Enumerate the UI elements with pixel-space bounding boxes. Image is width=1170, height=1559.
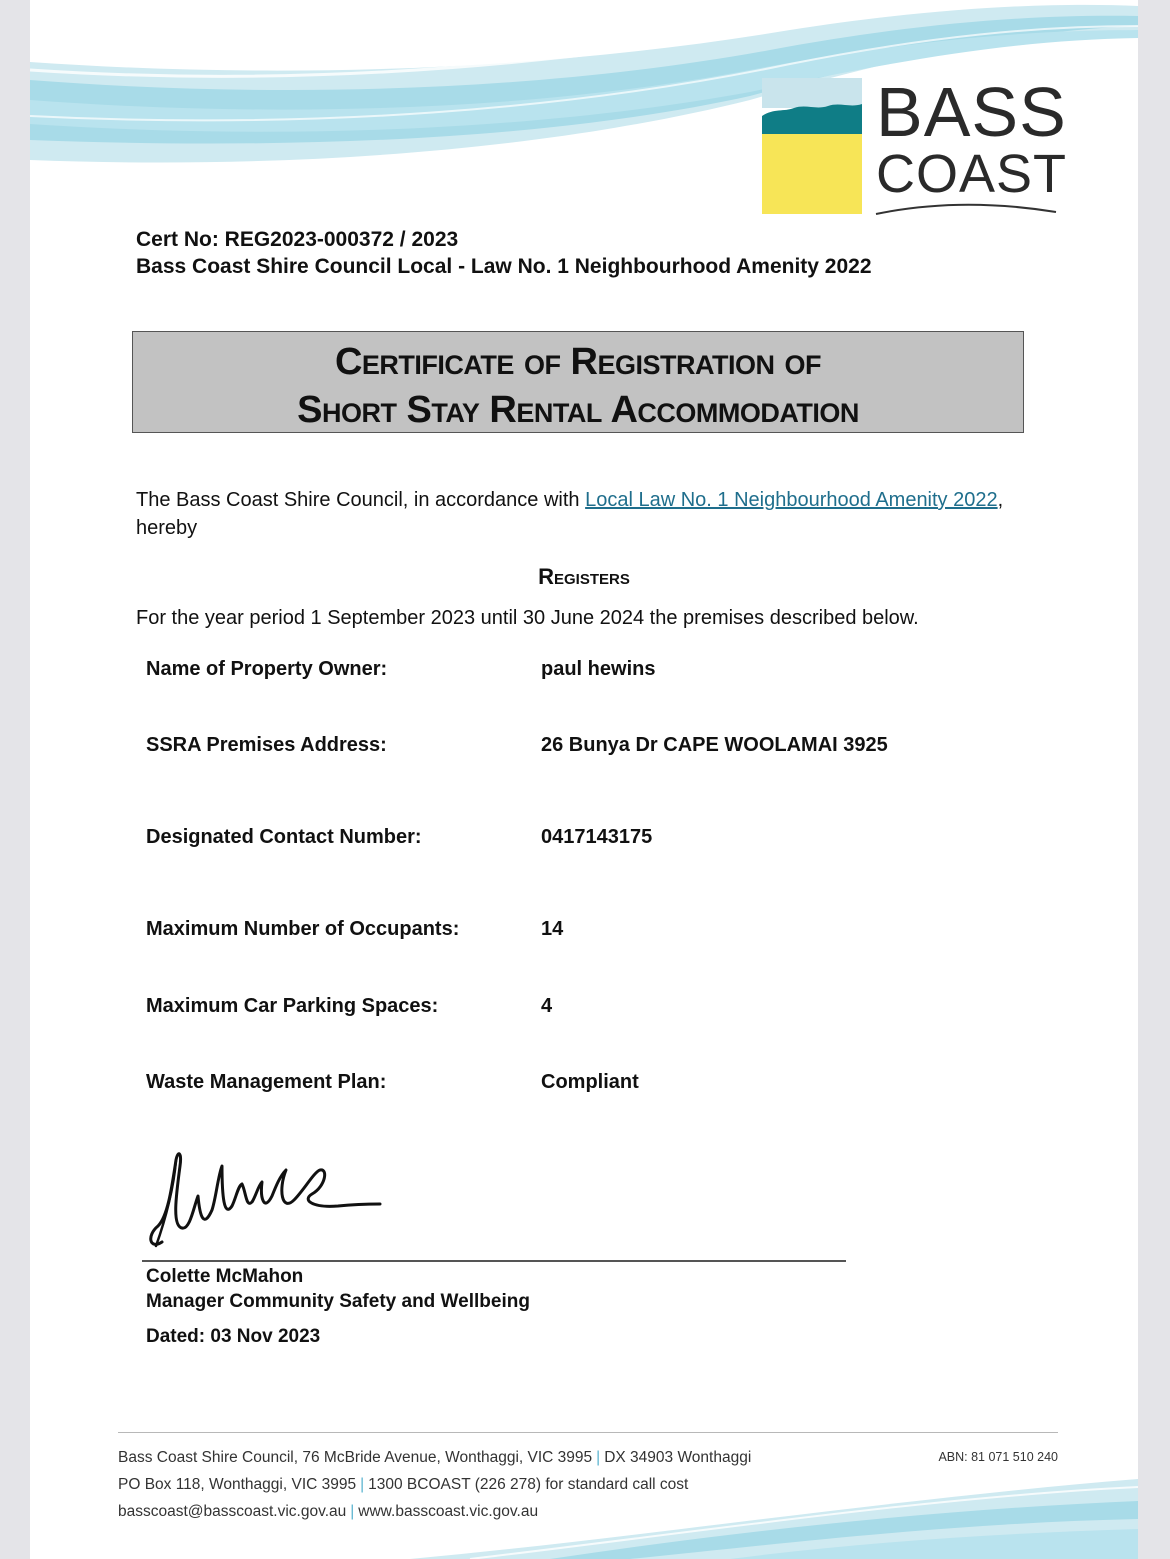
footer-dx: DX 34903 Wonthaggi	[604, 1449, 752, 1466]
intro-prefix: The Bass Coast Shire Council, in accordance with	[136, 489, 586, 511]
premises-address-label: SSRA Premises Address:	[146, 734, 387, 756]
footer-email[interactable]: basscoast@basscoast.vic.gov.au	[118, 1503, 347, 1520]
cert-number: Cert No: REG2023-000372 / 2023	[136, 228, 459, 251]
footer-separator: |	[596, 1449, 601, 1466]
bass-coast-logo	[762, 73, 1068, 218]
intro-paragraph	[136, 486, 1026, 542]
waste-plan-label: Waste Management Plan:	[146, 1071, 387, 1093]
footer-divider	[118, 1432, 1058, 1433]
local-law-reference: Bass Coast Shire Council Local - Law No. 1 Neighbourhood Amenity 2022	[136, 255, 872, 278]
footer-address: Bass Coast Shire Council, 76 McBride Avenue, Wonthaggi, VIC 3995	[118, 1449, 593, 1466]
signatory-name: Colette McMahon	[146, 1266, 304, 1287]
logo-text-coast: COAST	[876, 144, 1068, 204]
certificate-title-box	[132, 331, 1024, 433]
max-occupants-label: Maximum Number of Occupants:	[146, 918, 460, 940]
logo-swoosh	[874, 202, 1058, 216]
bottom-wave-decoration	[30, 1449, 1138, 1559]
title-line-1: Certificate of Registration of	[334, 341, 822, 383]
local-law-link[interactable]: Local Law No. 1 Neighbourhood Amenity 2022	[585, 489, 998, 511]
signatory-role: Manager Community Safety and Wellbeing	[146, 1291, 530, 1312]
title-line-2: Short Stay Rental Accommodation	[297, 389, 859, 431]
issue-date: Dated: 03 Nov 2023	[146, 1326, 321, 1347]
registration-period: For the year period 1 September 2023 until 30 June 2024 the premises described below.	[136, 607, 919, 629]
premises-address-value: 26 Bunya Dr CAPE WOOLAMAI 3925	[541, 734, 888, 756]
owner-name-label: Name of Property Owner:	[146, 658, 388, 680]
waste-plan-value: Compliant	[541, 1071, 639, 1093]
certificate-page	[30, 0, 1138, 1559]
owner-name-value: paul hewins	[541, 658, 656, 680]
signature-line	[142, 1260, 846, 1262]
abn-number: ABN: 81 071 510 240	[938, 1450, 1058, 1464]
max-parking-label: Maximum Car Parking Spaces:	[146, 995, 439, 1017]
logo-mark-icon	[762, 78, 862, 214]
intro-suffix: , hereby	[136, 489, 1004, 539]
certificate-header	[136, 226, 872, 280]
max-occupants-value: 14	[541, 918, 564, 940]
footer-phone: 1300 BCOAST (226 278) for standard call cost	[368, 1476, 689, 1493]
contact-number-value: 0417143175	[541, 826, 653, 848]
footer-separator: |	[350, 1503, 355, 1520]
footer-website[interactable]: www.basscoast.vic.gov.au	[358, 1503, 539, 1520]
logo-text-bass: BASS	[876, 73, 1067, 151]
footer-separator: |	[360, 1476, 365, 1493]
footer-po-box: PO Box 118, Wonthaggi, VIC 3995	[118, 1476, 357, 1493]
handwritten-signature	[142, 1146, 382, 1258]
registers-heading: Registers	[538, 564, 630, 589]
max-parking-value: 4	[541, 995, 553, 1017]
contact-number-label: Designated Contact Number:	[146, 826, 422, 848]
